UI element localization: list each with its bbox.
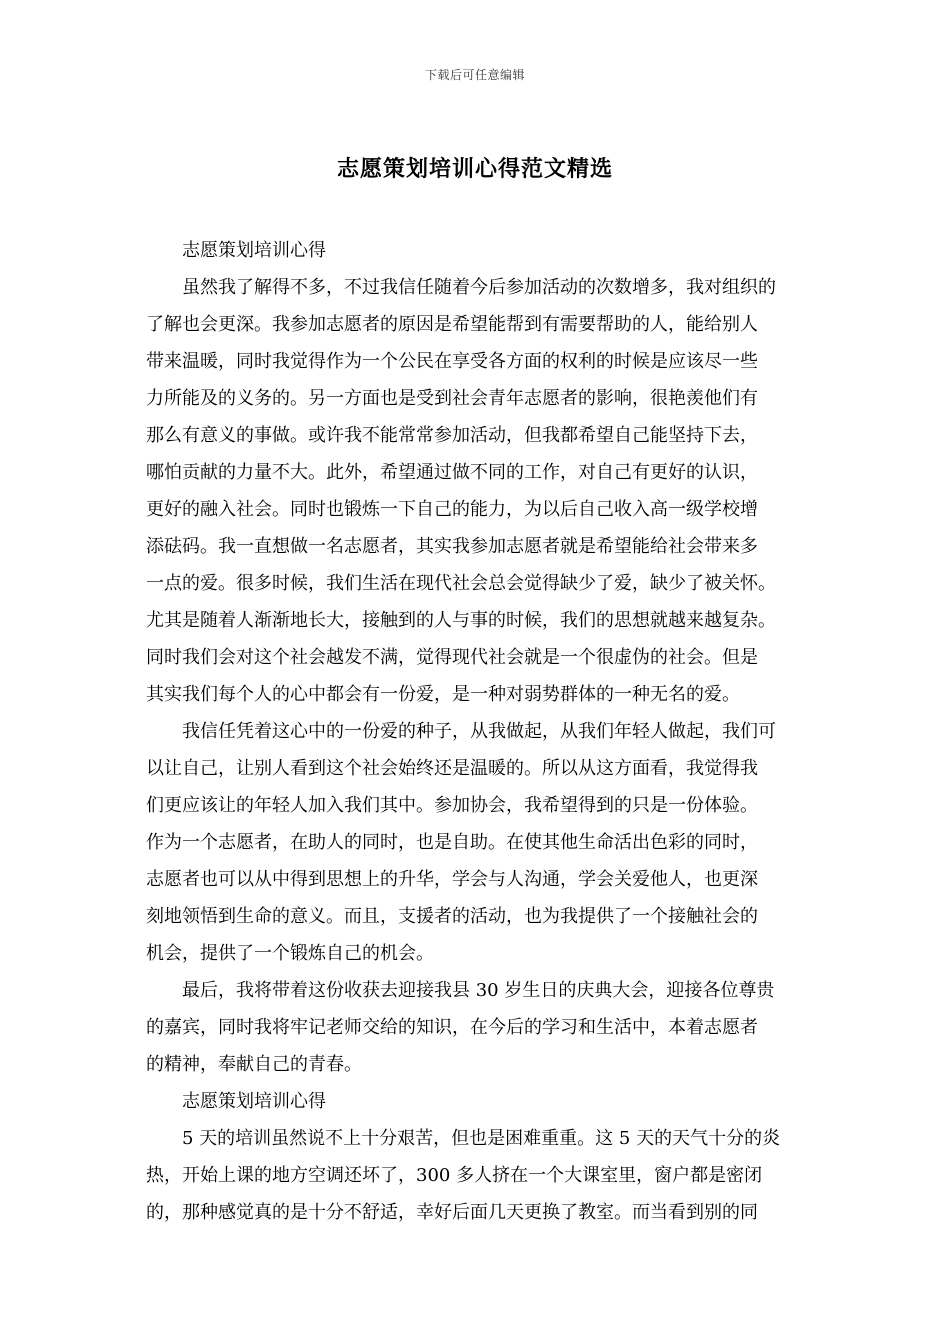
text-line: 一点的爱。很多时候，我们生活在现代社会总会觉得缺少了爱，缺少了被关怀。 bbox=[146, 573, 776, 594]
text-line: 带来温暖，同时我觉得作为一个公民在享受各方面的权利的时候是应该尽一些 bbox=[146, 351, 758, 372]
text-line: 5 天的培训虽然说不上十分艰苦，但也是困难重重。这 5 天的天气十分的炎 bbox=[182, 1128, 781, 1149]
text-line: 添砝码。我一直想做一名志愿者，其实我参加志愿者就是希望能给社会带来多 bbox=[146, 536, 758, 557]
text-line: 们更应该让的年轻人加入我们其中。参加协会，我希望得到的只是一份体验。 bbox=[146, 795, 758, 816]
document-body bbox=[146, 232, 808, 1231]
page-title: 志愿策划培训心得范文精选 bbox=[336, 156, 613, 182]
text-line: 同时我们会对这个社会越发不满，觉得现代社会就是一个很虚伪的社会。但是 bbox=[146, 647, 758, 668]
text-line: 的精神，奉献自己的青春。 bbox=[146, 1054, 362, 1075]
text-line: 志愿者也可以从中得到思想上的升华，学会与人沟通，学会关爱他人，也更深 bbox=[146, 869, 758, 890]
text-line: 尤其是随着人渐渐地长大，接触到的人与事的时候，我们的思想就越来越复杂。 bbox=[146, 610, 776, 631]
text-line: 的，那种感觉真的是十分不舒适，幸好后面几天更换了教室。而当看到别的同 bbox=[146, 1202, 758, 1223]
text-line: 最后，我将带着这份收获去迎接我县 30 岁生日的庆典大会，迎接各位尊贵 bbox=[182, 980, 775, 1001]
text-line: 其实我们每个人的心中都会有一份爱，是一种对弱势群体的一种无名的爱。 bbox=[146, 684, 740, 705]
text-line: 作为一个志愿者，在助人的同时，也是自助。在使其他生命活出色彩的同时， bbox=[146, 832, 758, 853]
text-line: 力所能及的义务的。另一方面也是受到社会青年志愿者的影响，很艳羡他们有 bbox=[146, 388, 758, 409]
text-line: 以让自己，让别人看到这个社会始终还是温暖的。所以从这方面看，我觉得我 bbox=[146, 758, 758, 779]
text-line: 虽然我了解得不多，不过我信任随着今后参加活动的次数增多，我对组织的 bbox=[182, 277, 776, 298]
section-heading: 志愿策划培训心得 bbox=[182, 240, 326, 261]
paragraph bbox=[146, 972, 808, 1083]
text-line: 更好的融入社会。同时也锻炼一下自己的能力，为以后自己收入高一级学校增 bbox=[146, 499, 758, 520]
text-line: 机会，提供了一个锻炼自己的机会。 bbox=[146, 943, 434, 964]
text-line: 哪怕贡献的力量不大。此外，希望通过做不同的工作，对自己有更好的认识， bbox=[146, 462, 758, 483]
text-line: 的嘉宾，同时我将牢记老师交给的知识，在今后的学习和生活中，本着志愿者 bbox=[146, 1017, 758, 1038]
paragraph bbox=[146, 269, 808, 713]
paragraph bbox=[146, 713, 808, 972]
section-heading: 志愿策划培训心得 bbox=[182, 1091, 326, 1112]
text-line: 那么有意义的事做。或许我不能常常参加活动，但我都希望自己能坚持下去， bbox=[146, 425, 758, 446]
text-line: 了解也会更深。我参加志愿者的原因是希望能帮到有需要帮助的人，能给别人 bbox=[146, 314, 758, 335]
text-line: 我信任凭着这心中的一份爱的种子，从我做起，从我们年轻人做起，我们可 bbox=[182, 721, 776, 742]
text-line: 热，开始上课的地方空调还坏了，300 多人挤在一个大课室里，窗户都是密闭 bbox=[146, 1165, 763, 1186]
header-note: 下载后可任意编辑 bbox=[424, 68, 525, 82]
paragraph bbox=[146, 1120, 808, 1231]
text-line: 刻地领悟到生命的意义。而且，支援者的活动，也为我提供了一个接触社会的 bbox=[146, 906, 758, 927]
